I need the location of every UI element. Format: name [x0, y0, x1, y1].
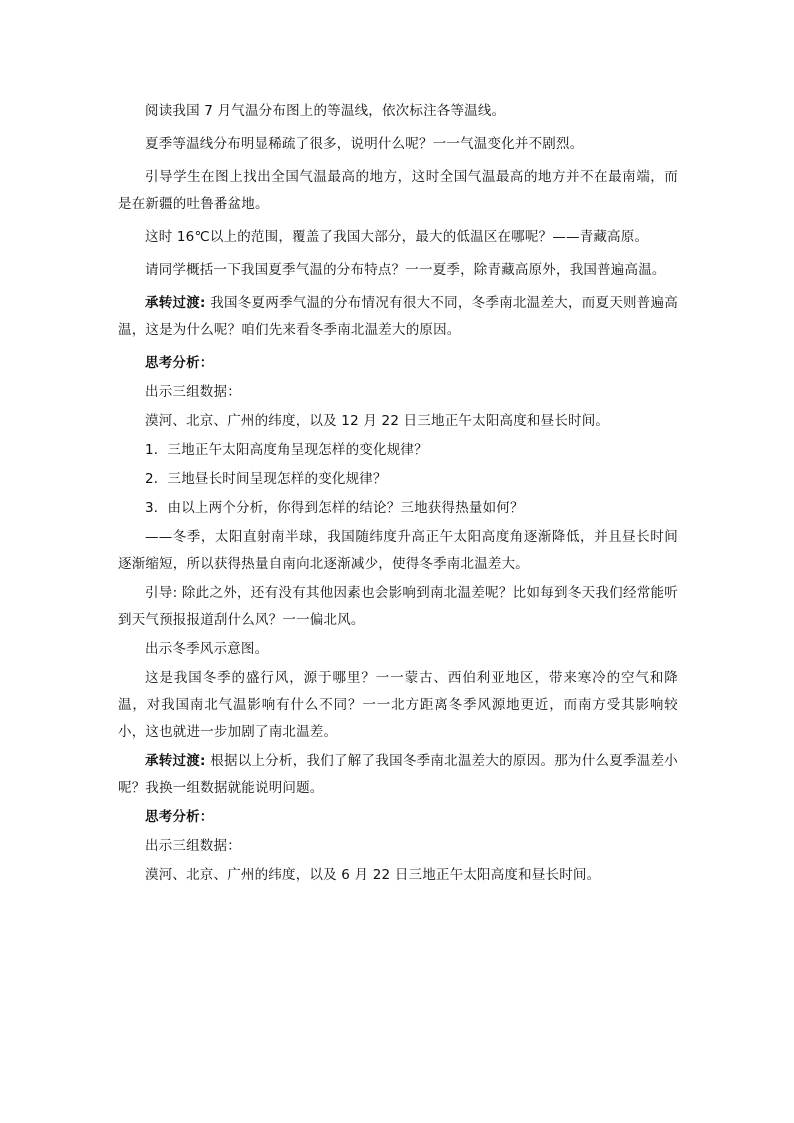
paragraph [118, 290, 678, 344]
paragraph [118, 804, 678, 831]
analysis-heading: 思考分析： [145, 809, 214, 825]
transition-heading: 承转过渡: [145, 753, 206, 769]
paragraph [118, 164, 678, 218]
paragraph [118, 580, 678, 634]
paragraph-text: 夏季等温线分布明显稀疏了很多，说明什么呢？一一气温变化并不剧烈。 [145, 136, 584, 152]
paragraph-text: 漠河、北京、广州的纬度，以及 6 月 22 日三地正午太阳高度和昼长时间。 [145, 867, 601, 883]
paragraph [118, 350, 678, 377]
paragraph-text: 阅读我国 7 月气温分布图上的等温线，依次标注各等温线。 [145, 103, 506, 119]
transition-heading: 承转过渡: [145, 295, 206, 311]
paragraph [118, 224, 678, 251]
paragraph [118, 98, 678, 125]
paragraph [118, 257, 678, 284]
list-item [118, 466, 678, 493]
paragraph [118, 131, 678, 158]
paragraph [118, 665, 678, 746]
paragraph-text: 这是我国冬季的盛行风，源于哪里？一一蒙古、西伯利亚地区，带来寒冷的空气和降温，对我国南北气温影响有什么不同？一一北方距离冬季风源地更近，而南方受其影响较小，这也就进一步加剧了南北温差。 [118, 670, 678, 740]
paragraph-text: 请同学概括一下我国夏季气温的分布特点？一一夏季，除青藏高原外，我国普遍高温。 [145, 262, 666, 278]
analysis-heading: 思考分析： [145, 355, 214, 371]
paragraph [118, 408, 678, 435]
paragraph [118, 862, 678, 889]
paragraph-text: 引导学生在图上找出全国气温最高的地方，这时全国气温最高的地方并不在最南端，而是在新疆的吐鲁番盆地。 [118, 169, 678, 212]
paragraph-text: 出示冬季风示意图。 [145, 641, 269, 657]
paragraph-text: 1．三地正午太阳高度角呈现怎样的变化规律？ [145, 442, 428, 458]
list-item [118, 437, 678, 464]
paragraph-text: 3．由以上两个分析，你得到怎样的结论？三地获得热量如何？ [145, 500, 524, 516]
paragraph-text: 出示三组数据： [145, 384, 241, 400]
paragraph-text: 我国冬夏两季气温的分布情况有很大不同，冬季南北温差大，而夏天则普遍高温，这是为什么呢？咱们先来看冬季南北温差大的原因。 [118, 295, 678, 338]
document-body [118, 98, 678, 891]
paragraph [118, 524, 678, 578]
paragraph [118, 833, 678, 860]
paragraph-text: 2．三地昼长时间呈现怎样的变化规律？ [145, 471, 387, 487]
paragraph-text: 出示三组数据： [145, 838, 241, 854]
paragraph [118, 748, 678, 802]
paragraph-text: 这时 16℃以上的范围，覆盖了我国大部分，最大的低温区在哪呢？——青藏高原。 [145, 229, 649, 245]
paragraph-text: 引导: 除此之外，还有没有其他因素也会影响到南北温差呢？比如每到冬天我们经常能听到天气预报报道刮什么风？一一偏北风。 [118, 585, 678, 628]
paragraph [118, 636, 678, 663]
paragraph [118, 379, 678, 406]
paragraph-text: ——冬季，太阳直射南半球，我国随纬度升高正午太阳高度角逐渐降低，并且昼长时间逐渐缩短，所以获得热量自南向北逐渐减少，使得冬季南北温差大。 [118, 529, 678, 572]
paragraph-text: 根据以上分析，我们了解了我国冬季南北温差大的原因。那为什么夏季温差小呢？我换一组数据就能说明问题。 [118, 753, 678, 796]
list-item [118, 495, 678, 522]
paragraph-text: 漠河、北京、广州的纬度，以及 12 月 22 日三地正午太阳高度和昼长时间。 [145, 413, 610, 429]
